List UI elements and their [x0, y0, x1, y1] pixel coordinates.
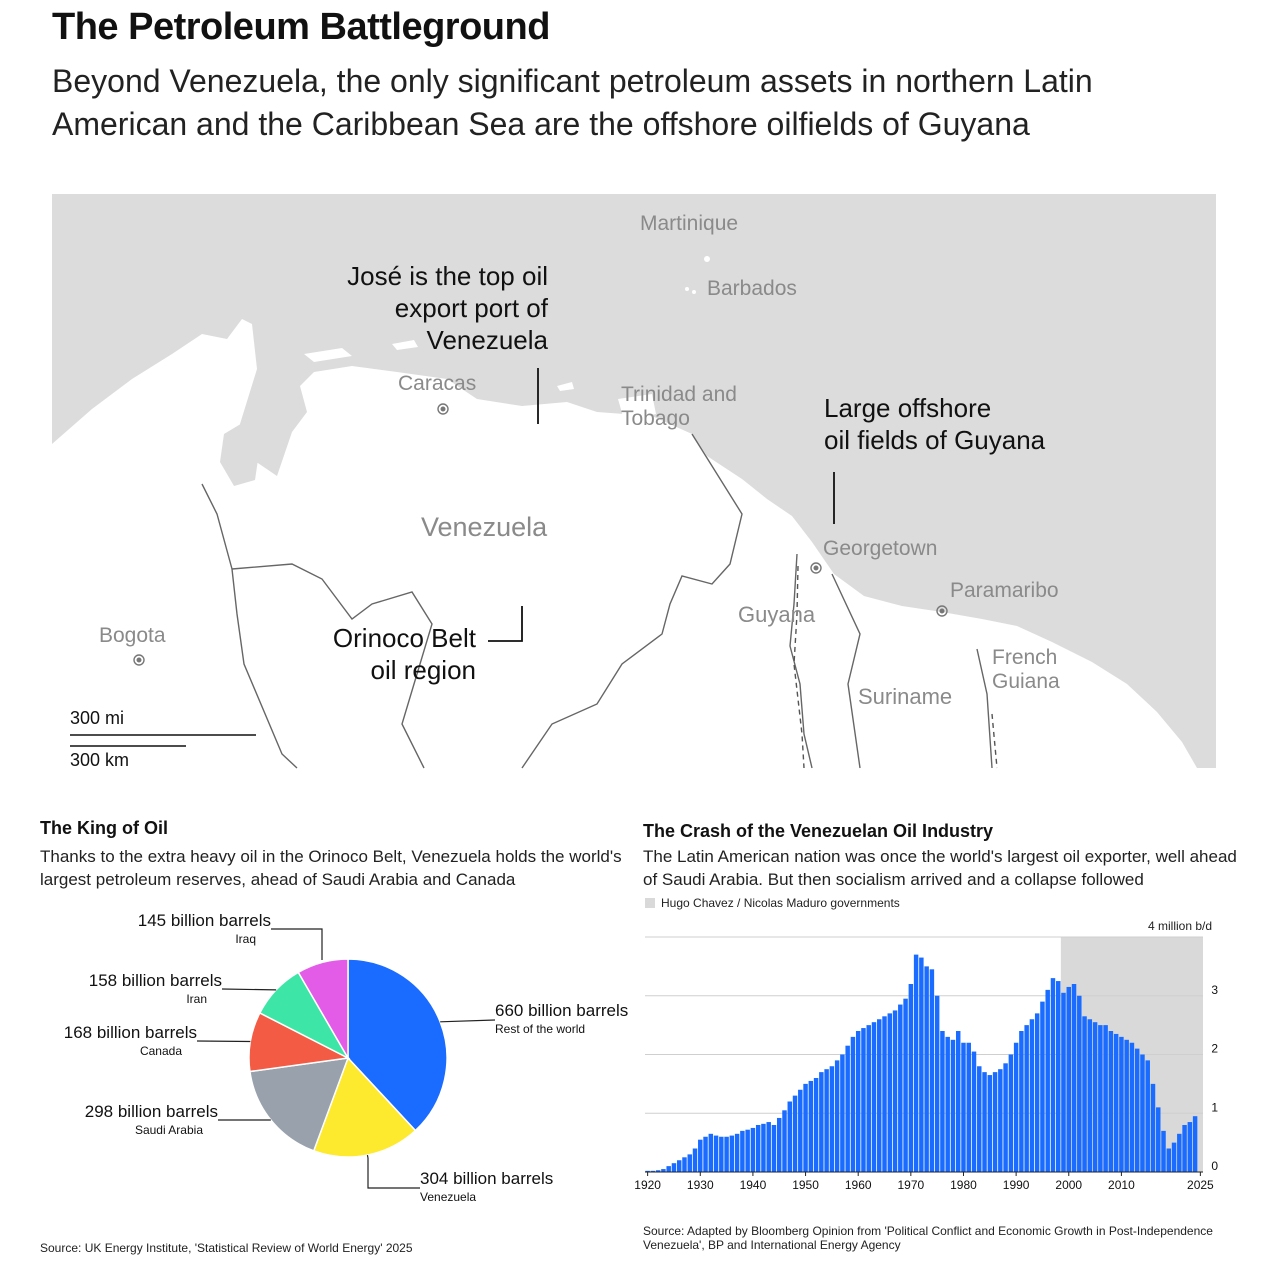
bar-2010	[1119, 1037, 1123, 1172]
x-tick-label: 1920	[634, 1178, 661, 1192]
bar-1992	[1024, 1025, 1028, 1172]
bar-1938	[740, 1131, 744, 1172]
bar-2005	[1093, 1022, 1097, 1172]
label-bogota: Bogota	[99, 624, 166, 647]
legend-swatch	[645, 898, 655, 908]
label-guyana: Guyana	[738, 602, 816, 627]
crash-source: Source: Adapted by Bloomberg Opinion from 'Political Conflict and Economic Growth in Post-Independence Venezuela', BP and International Energy Agency	[643, 1224, 1213, 1252]
bar-1943	[766, 1122, 770, 1172]
bar-1931	[703, 1137, 707, 1172]
bar-1954	[824, 1069, 828, 1172]
bar-1948	[793, 1096, 797, 1172]
bar-1975	[935, 996, 939, 1172]
bar-1977	[945, 1037, 949, 1172]
bar-1980	[961, 1043, 965, 1172]
map	[52, 194, 1216, 768]
bar-1991	[1019, 1031, 1023, 1172]
bar-1952	[814, 1078, 818, 1172]
y-tick-label: 0	[1211, 1159, 1218, 1173]
bar-1960	[856, 1031, 860, 1172]
pie-category-label: Iraq	[235, 932, 256, 946]
label-caracas: Caracas	[398, 372, 477, 395]
bar-1971	[914, 955, 918, 1172]
label-french-guiana: French Guiana	[992, 646, 1060, 693]
annotation-guyana-fields: Large offshore oil fields of Guyana	[824, 393, 1046, 455]
bar-1990	[1014, 1043, 1018, 1172]
bar-2021	[1177, 1134, 1181, 1172]
bar-2006	[1098, 1025, 1102, 1172]
bar-2008	[1109, 1031, 1113, 1172]
bar-1961	[861, 1028, 865, 1172]
bar-2020	[1172, 1143, 1176, 1172]
bar-2001	[1072, 984, 1076, 1172]
bar-1958	[845, 1046, 849, 1172]
bar-1927	[682, 1157, 686, 1172]
bar-1963	[872, 1022, 876, 1172]
bar-1993	[1030, 1019, 1034, 1172]
crash-text: The Latin American nation was once the world's largest oil exporter, well ahead of Saudi Arabia. But then socialism arrived and a collapse followed	[643, 847, 1237, 889]
bar-2014	[1140, 1055, 1144, 1173]
page-subtitle: Beyond Venezuela, the only significant petroleum assets in northern Latin American and the Caribbean Sea are the offshore oilfields of Guyana	[52, 63, 1093, 142]
bar-1997	[1051, 978, 1055, 1172]
pie-value-label: 168 billion barrels	[63, 1023, 197, 1042]
label-paramaribo: Paramaribo	[950, 579, 1059, 602]
king-text: Thanks to the extra heavy oil in the Orinoco Belt, Venezuela holds the world's largest petroleum reserves, ahead of Saudi Arabia and Canada	[40, 847, 622, 889]
x-tick-label: 1990	[1002, 1178, 1030, 1192]
y-tick-label: 1	[1211, 1100, 1218, 1115]
pie-value-label: 304 billion barrels	[420, 1169, 554, 1188]
pie-category-label: Canada	[139, 1044, 182, 1058]
bar-2007	[1103, 1025, 1107, 1172]
bar-1937	[735, 1134, 739, 1172]
label-barbados: Barbados	[707, 277, 797, 300]
label-martinique: Martinique	[640, 212, 739, 235]
bar-2017	[1156, 1107, 1160, 1172]
bar-1949	[798, 1090, 802, 1172]
pie-chart	[0, 900, 640, 1220]
bar-2023	[1188, 1122, 1192, 1172]
bar-1955	[830, 1066, 834, 1172]
king-source: Source: UK Energy Institute, 'Statistical Review of World Energy' 2025	[40, 1241, 413, 1255]
bar-1936	[730, 1136, 734, 1172]
pie-category-label: Rest of the world	[495, 1022, 586, 1036]
bar-1964	[877, 1019, 881, 1172]
label-georgetown: Georgetown	[823, 537, 938, 560]
bar-1983	[977, 1066, 981, 1172]
legend-label: Hugo Chavez / Nicolas Maduro governments	[661, 896, 900, 910]
bar-1987	[998, 1069, 1002, 1172]
bar-1989	[1009, 1055, 1013, 1173]
bar-1926	[677, 1160, 681, 1172]
bar-1947	[788, 1102, 792, 1173]
bar-1924	[666, 1166, 670, 1172]
annotation-orinoco: Orinoco Belt oil region	[332, 623, 476, 685]
bar-1986	[993, 1072, 997, 1172]
bar-2013	[1135, 1049, 1139, 1172]
bar-1950	[803, 1084, 807, 1172]
pie-category-label: Saudi Arabia	[134, 1123, 203, 1137]
bar-1978	[951, 1040, 955, 1172]
bar-1941	[756, 1125, 760, 1172]
bar-2019	[1167, 1149, 1171, 1173]
x-tick-label: 2000	[1055, 1178, 1083, 1192]
bar-1942	[761, 1124, 765, 1172]
pie-value-label: 145 billion barrels	[137, 911, 271, 930]
y-tick-label: 3	[1211, 982, 1218, 997]
bar-1930	[698, 1140, 702, 1172]
bar-2018	[1161, 1131, 1165, 1172]
bar-1968	[898, 1005, 902, 1172]
bar-1962	[866, 1025, 870, 1172]
bar-1973	[924, 966, 928, 1172]
bar-1935	[724, 1137, 728, 1172]
scale-mi: 300 mi	[70, 708, 125, 728]
bar-2002	[1077, 996, 1081, 1172]
bar-1999	[1061, 993, 1065, 1172]
x-tick-label: 1970	[897, 1178, 925, 1192]
bar-1956	[835, 1060, 839, 1172]
pie-value-label: 298 billion barrels	[84, 1102, 218, 1121]
bar-1981	[967, 1043, 971, 1172]
label-suriname: Suriname	[858, 684, 953, 709]
bar-1929	[693, 1149, 697, 1173]
bar-1966	[888, 1013, 892, 1172]
bar-1974	[930, 969, 934, 1172]
bar-2015	[1145, 1060, 1149, 1172]
pie-value-label: 158 billion barrels	[88, 971, 222, 990]
bar-1940	[751, 1128, 755, 1172]
bar-1979	[956, 1031, 960, 1172]
page-title: The Petroleum Battleground	[52, 6, 550, 48]
x-tick-label: 2010	[1108, 1178, 1135, 1192]
pie-value-label: 660 billion barrels	[495, 1001, 629, 1020]
pie-leader-line	[440, 1020, 495, 1022]
bar-2016	[1151, 1084, 1155, 1172]
label-trinidad: Trinidad and Tobago	[621, 383, 737, 430]
bar-1928	[688, 1154, 692, 1172]
pie-leader-line	[222, 989, 276, 990]
bar-1985	[988, 1075, 992, 1172]
bar-1933	[714, 1136, 718, 1172]
bar-1945	[777, 1118, 781, 1172]
bar-1967	[893, 1010, 897, 1172]
bar-1969	[903, 999, 907, 1172]
bar-2004	[1088, 1019, 1092, 1172]
bar-1959	[851, 1037, 855, 1172]
bar-2000	[1067, 987, 1071, 1172]
bar-2011	[1124, 1040, 1128, 1172]
y-tick-label: 2	[1211, 1041, 1218, 1056]
pie-category-label: Iran	[186, 992, 207, 1006]
unit-label: 4 million b/d	[1148, 919, 1213, 933]
bar-2009	[1114, 1034, 1118, 1172]
bar-1925	[672, 1163, 676, 1172]
bar-1972	[919, 958, 923, 1172]
bar-2024	[1193, 1116, 1197, 1172]
bar-2012	[1130, 1043, 1134, 1172]
x-tick-label: 1940	[739, 1178, 767, 1192]
bar-1976	[940, 1031, 944, 1172]
annotation-jose: José is the top oil export port of Venezuela	[347, 261, 548, 355]
bar-1957	[840, 1055, 844, 1173]
bar-2003	[1082, 1016, 1086, 1172]
bar-1998	[1056, 981, 1060, 1172]
x-tick-label: 1980	[950, 1178, 977, 1192]
bar-1951	[809, 1081, 813, 1172]
bar-1988	[1003, 1063, 1007, 1172]
bar-1939	[745, 1130, 749, 1172]
x-tick-label: 1960	[844, 1178, 872, 1192]
bar-1984	[982, 1072, 986, 1172]
bar-1995	[1040, 1002, 1044, 1172]
king-title: The King of Oil	[40, 818, 168, 838]
pie-leader-line	[367, 1155, 420, 1188]
bar-1934	[719, 1137, 723, 1172]
bar-chart	[634, 930, 1230, 1215]
bar-1944	[772, 1125, 776, 1172]
bar-1996	[1045, 990, 1049, 1172]
x-tick-label: 1930	[686, 1178, 714, 1192]
label-venezuela: Venezuela	[421, 512, 548, 542]
bar-1965	[882, 1016, 886, 1172]
crash-title: The Crash of the Venezuelan Oil Industry	[643, 821, 994, 841]
bar-1982	[972, 1052, 976, 1172]
bar-1932	[709, 1134, 713, 1172]
x-tick-label: 1950	[792, 1178, 819, 1192]
bar-1994	[1035, 1013, 1039, 1172]
bar-2022	[1182, 1125, 1186, 1172]
scale-km: 300 km	[70, 750, 130, 770]
pie-leader-line	[271, 929, 322, 960]
bar-1946	[782, 1110, 786, 1172]
pie-category-label: Venezuela	[420, 1190, 477, 1204]
bar-1953	[819, 1072, 823, 1172]
bar-1970	[909, 984, 913, 1172]
x-tick-label: 2025	[1187, 1178, 1214, 1192]
